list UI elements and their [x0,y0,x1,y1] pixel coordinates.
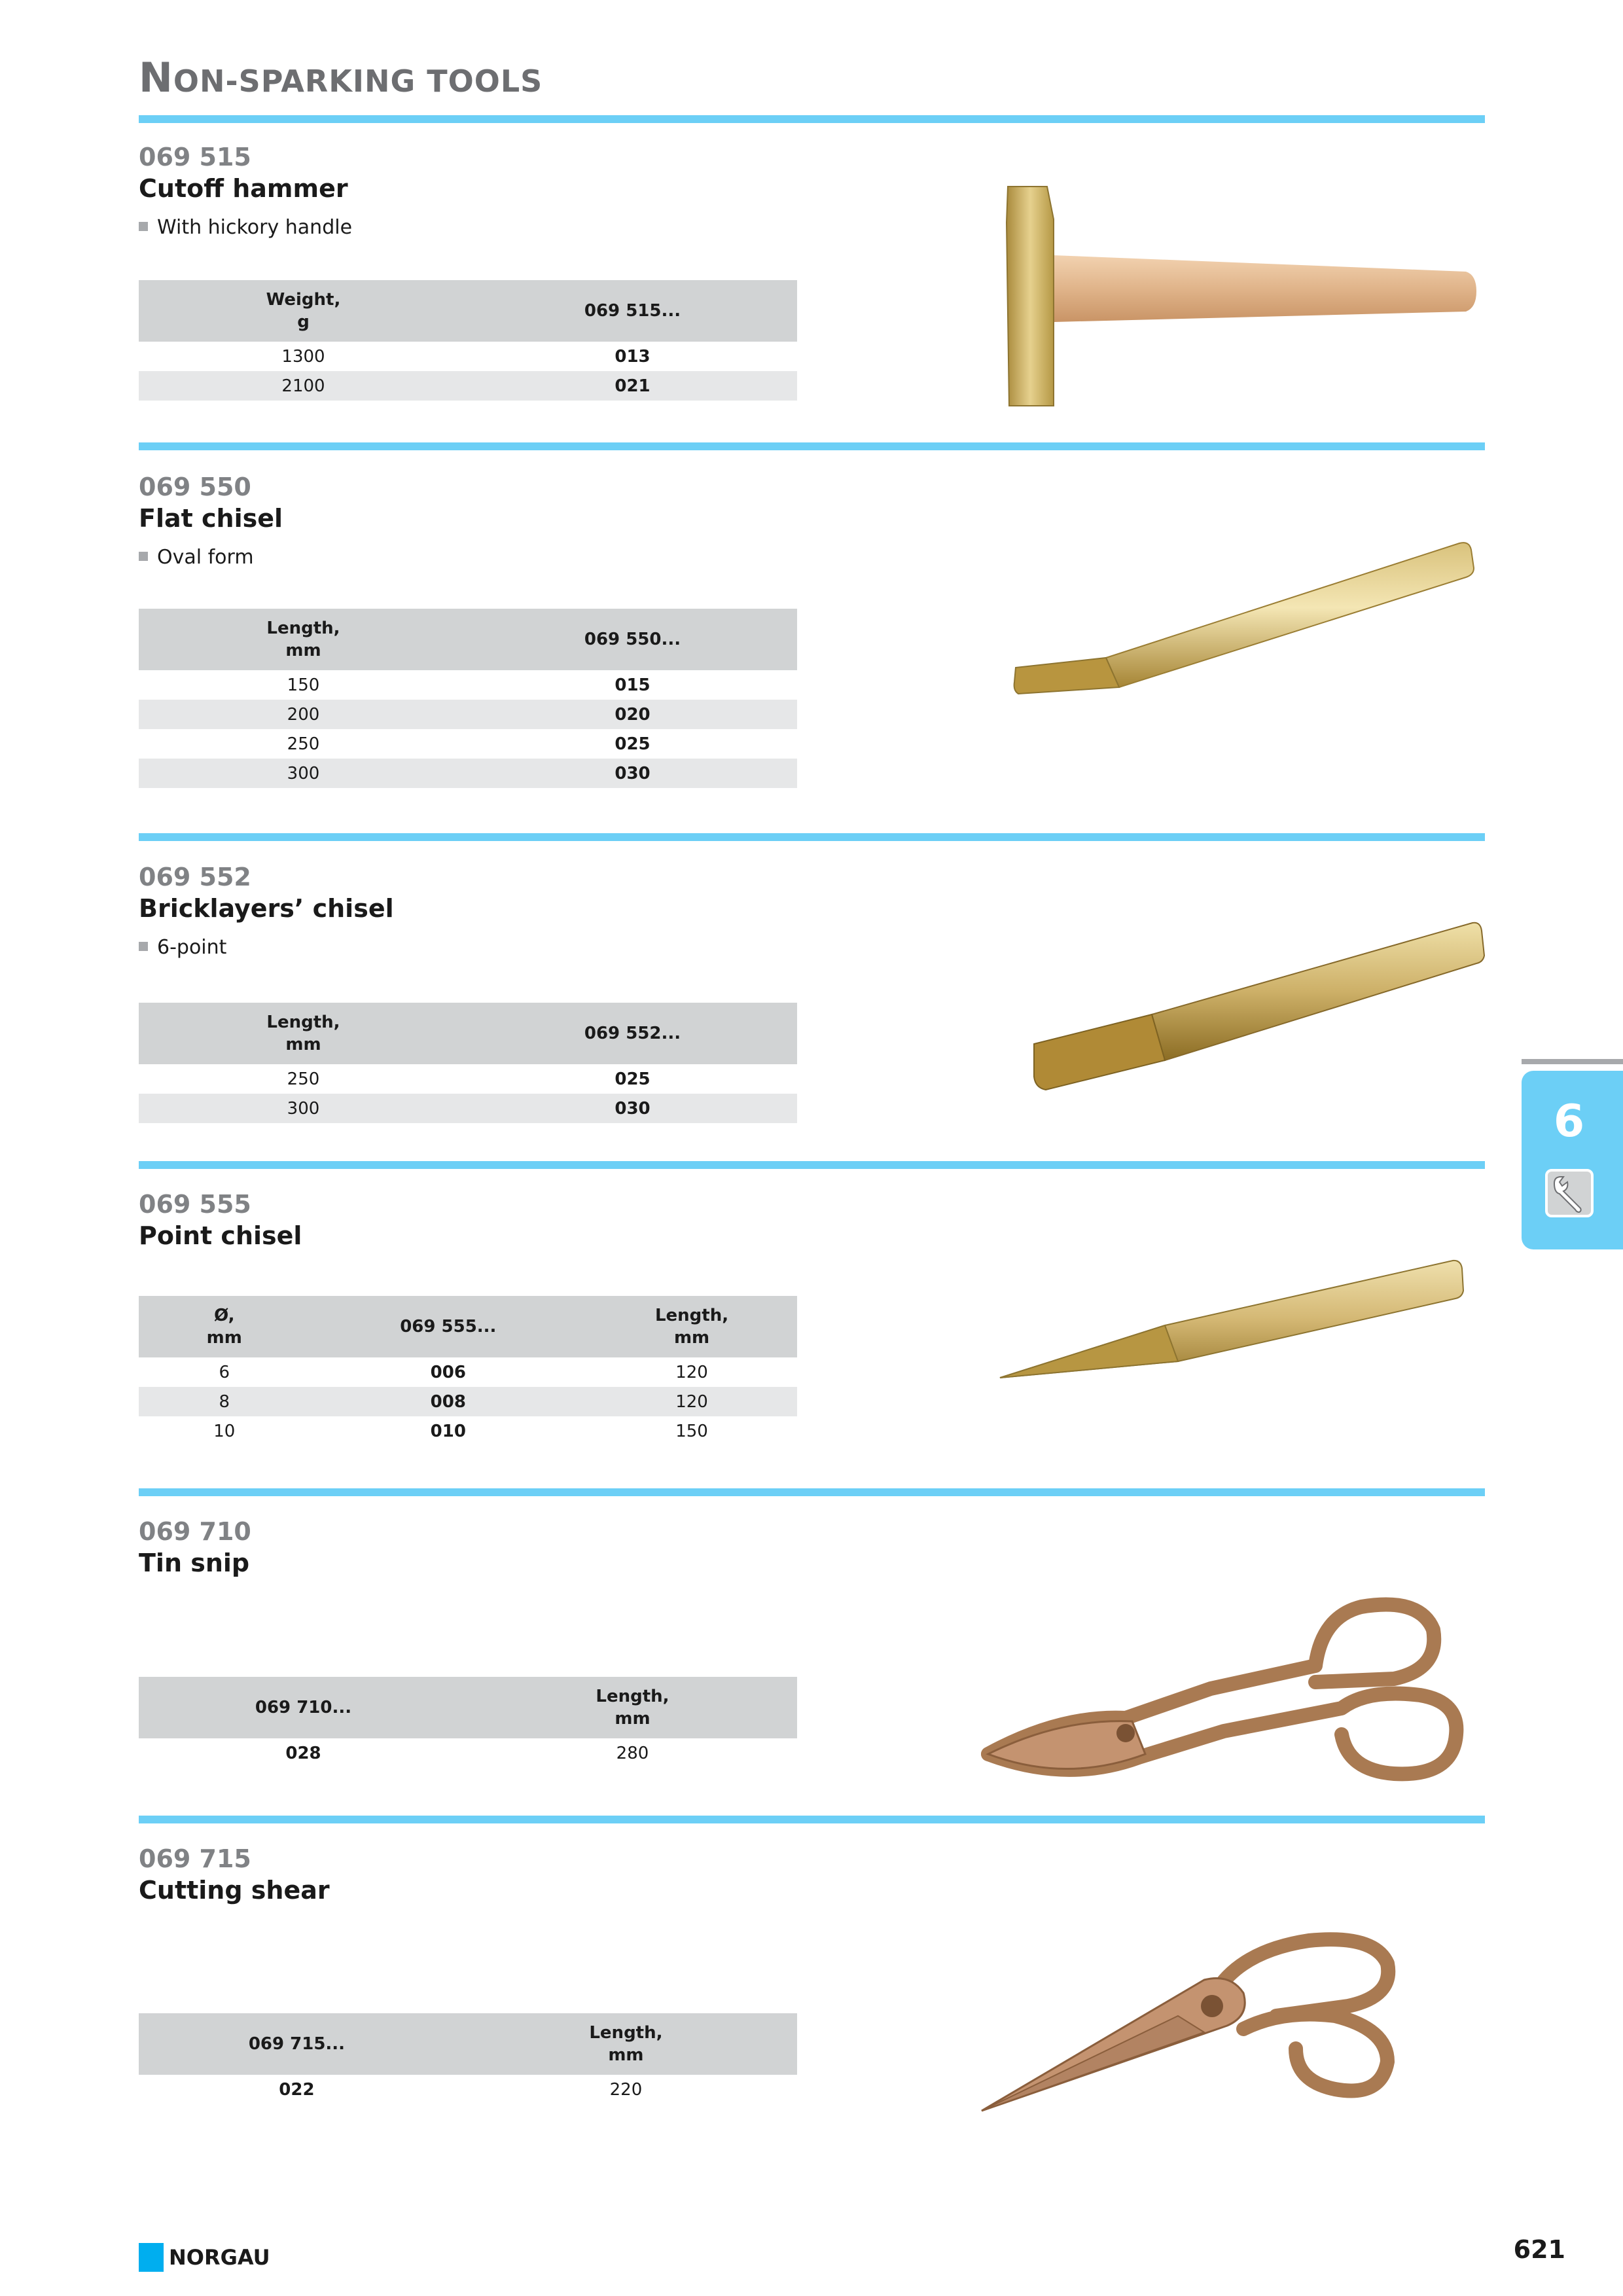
table-header: 069 550... [468,609,797,670]
table-header: Length, mm [586,1296,797,1357]
product-code: 069 715 [139,1844,251,1873]
table-header: Length, mm [139,609,468,670]
table-cell: 220 [609,2079,643,2100]
feature-text: 6-point [157,936,227,959]
flat-chisel-image [1008,537,1479,700]
section-divider [139,1816,1485,1823]
table-cell: 015 [615,675,651,695]
section-divider [139,115,1485,123]
table-row [139,670,797,700]
table-cell: 300 [139,1094,468,1123]
spec-table [139,2013,797,2104]
table-header: 069 710... [139,1677,468,1738]
table-cell: 250 [287,734,320,754]
spec-table [139,609,797,788]
table-cell: 120 [586,1387,797,1416]
table-cell: 021 [468,371,797,401]
section-divider [139,1488,1485,1496]
table-row [139,1357,797,1387]
table-header: Length, mm [139,1003,468,1064]
product-feature [139,546,254,569]
table-cell: 030 [468,1094,797,1123]
table-row [139,1416,797,1446]
table-row [139,759,797,788]
product-name: Tin snip [139,1549,250,1577]
product-code: 069 552 [139,863,251,891]
table-cell: 030 [468,759,797,788]
table-cell: 280 [616,1743,649,1763]
bullet-icon [139,222,148,231]
product-code: 069 555 [139,1190,251,1219]
product-name: Flat chisel [139,504,283,533]
chapter-number: 6 [1553,1096,1585,1147]
table-row [139,2075,797,2104]
feature-text: With hickory handle [157,216,353,239]
table-header: 069 555... [310,1296,587,1357]
bullet-icon [139,552,148,561]
table-header: Length, mm [468,1677,797,1738]
table-cell: 020 [468,700,797,729]
table-cell: 8 [139,1387,310,1416]
product-feature [139,936,226,959]
table-header: 069 552... [468,1003,797,1064]
page-title: NON-SPARKING TOOLS [139,54,543,101]
section-divider [139,833,1485,841]
table-cell: 025 [615,734,651,754]
table-row [139,342,797,371]
table-row [139,1738,797,1768]
table-cell: 10 [213,1421,236,1441]
table-row [139,371,797,401]
table-cell: 150 [287,675,320,695]
table-row [139,1064,797,1094]
product-code: 069 710 [139,1517,251,1546]
product-code: 069 550 [139,473,251,501]
table-cell: 008 [310,1387,587,1416]
table-cell: 250 [287,1069,320,1089]
chapter-tab[interactable] [1522,1071,1623,1249]
brand-name: NORGAU [169,2245,270,2270]
point-chisel-image [995,1257,1479,1388]
table-header: Weight, g [139,280,468,342]
wrench-icon [1545,1169,1594,1217]
tin-snip-image [975,1590,1472,1787]
product-name: Cutoff hammer [139,174,348,203]
table-cell: 1300 [281,346,325,367]
spec-table [139,1677,797,1768]
table-header: Ø, mm [139,1296,310,1357]
table-row [139,1094,797,1123]
table-row [139,729,797,759]
cutting-shear-image [969,1918,1466,2127]
spec-table [139,280,797,401]
bullet-icon [139,942,148,951]
product-feature [139,216,352,239]
table-header: 069 715... [139,2013,455,2075]
table-cell: 2100 [139,371,468,401]
section-divider [139,1161,1485,1169]
table-header: 069 515... [468,280,797,342]
table-cell: 300 [139,759,468,788]
side-tab-bar [1522,1059,1623,1064]
spec-table [139,1296,797,1446]
table-row [139,700,797,729]
product-code: 069 515 [139,143,251,171]
table-cell: 025 [615,1069,651,1089]
product-name: Cutting shear [139,1876,330,1905]
table-row [139,1387,797,1416]
page-number: 621 [1513,2235,1565,2264]
bricklayers-chisel-image [1021,916,1486,1100]
table-cell: 013 [615,346,651,367]
table-cell: 6 [219,1362,230,1382]
logo-square-icon [139,2243,164,2272]
table-cell: 150 [675,1421,708,1441]
feature-text: Oval form [157,546,254,569]
cutoff-hammer-image [995,183,1479,412]
table-cell: 028 [285,1743,321,1763]
table-cell: 120 [675,1362,708,1382]
table-cell: 006 [430,1362,466,1382]
table-header: Length, mm [455,2013,797,2075]
section-divider [139,442,1485,450]
table-cell: 010 [430,1421,466,1441]
product-name: Bricklayers’ chisel [139,894,394,923]
table-cell: 200 [139,700,468,729]
table-cell: 022 [279,2079,315,2100]
spec-table [139,1003,797,1123]
product-name: Point chisel [139,1221,302,1250]
